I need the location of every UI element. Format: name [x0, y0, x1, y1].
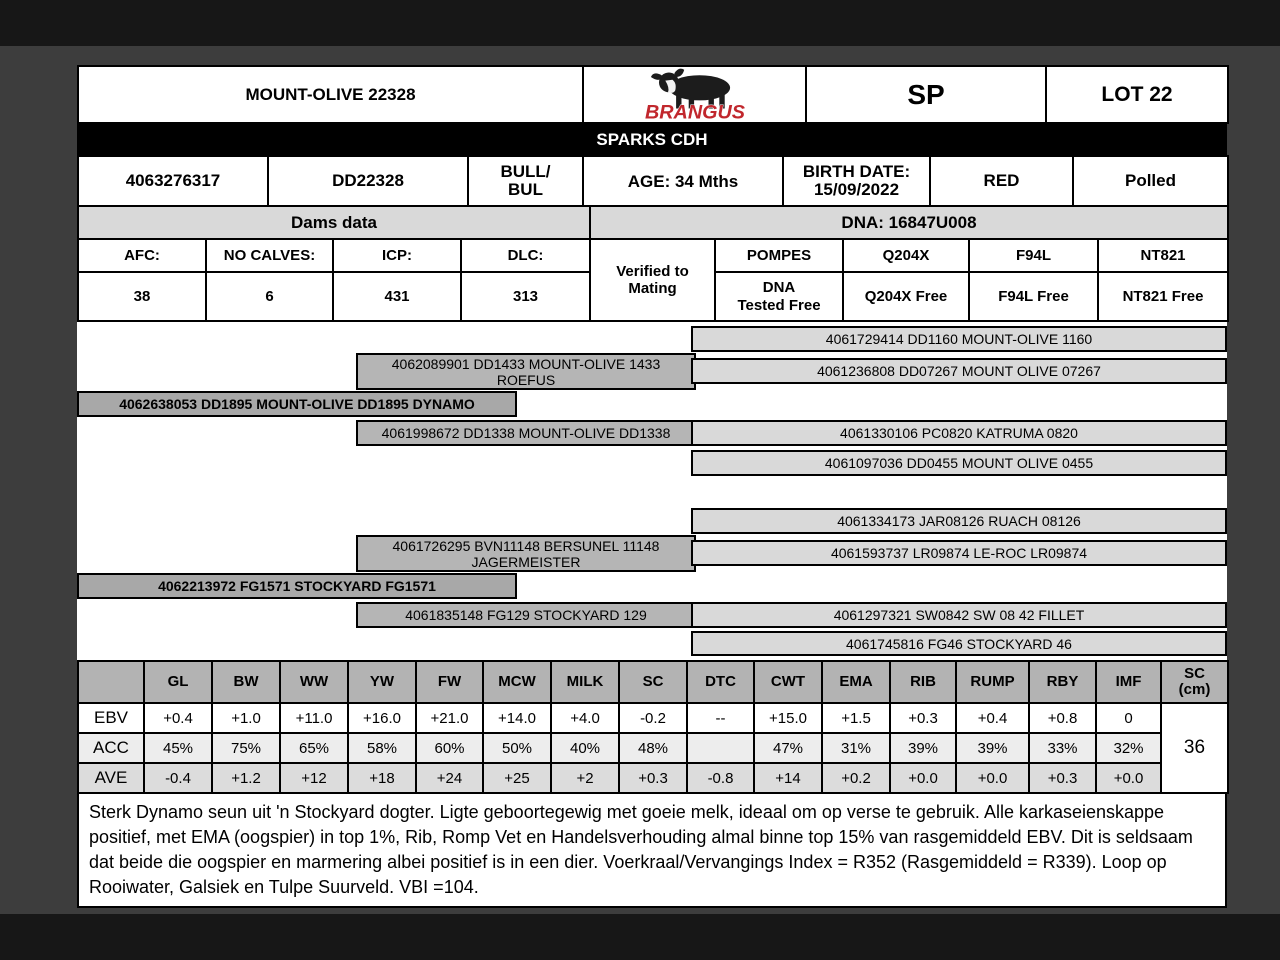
verified-to-mating-cell: Verified to Mating [590, 239, 715, 321]
animal-name-bar: SPARKS CDH [77, 122, 1227, 157]
ebv-cell: +0.4 [144, 703, 212, 733]
ave-row [78, 763, 1228, 793]
pedigree-dam-sire-sire-box: 4061334173 JAR08126 RUACH 08126 [691, 508, 1227, 534]
brangus-logo-text: BRANGUS [644, 100, 745, 122]
bull-logo-graphic [620, 68, 770, 122]
pedigree-dam-sire-dam-box: 4061593737 LR09874 LE-ROC LR09874 [691, 540, 1227, 566]
ebv-column-header: GL [144, 661, 212, 703]
acc-cell: 47% [754, 733, 822, 763]
q204x-header: Q204X [843, 239, 969, 272]
birth-date-value: 15/09/2022 [813, 180, 900, 199]
ave-cell: +18 [348, 763, 416, 793]
acc-cell: 39% [956, 733, 1029, 763]
ebv-cell: +1.5 [822, 703, 890, 733]
ebv-column-header: YW [348, 661, 416, 703]
ebv-column-header: WW [280, 661, 348, 703]
ebv-cell: +0.4 [956, 703, 1029, 733]
nt821-result: NT821 Free [1098, 272, 1228, 321]
pedigree-dam-dam-box: 4061835148 FG129 STOCKYARD 129 [356, 602, 696, 628]
sex-line-2: BUL [508, 180, 543, 199]
sex-cell [468, 156, 583, 206]
ebv-cell: +4.0 [551, 703, 619, 733]
ebv-column-header: EMA [822, 661, 890, 703]
ave-cell: +25 [483, 763, 551, 793]
ebv-column-header: DTC [687, 661, 754, 703]
afc-value: 38 [78, 272, 206, 321]
sc-cm-header-line-2: (cm) [1178, 681, 1211, 698]
ave-cell: +0.0 [956, 763, 1029, 793]
pedigree-dam-dam-sire-box: 4061297321 SW0842 SW 08 42 FILLET [691, 602, 1227, 628]
pompes-result [715, 272, 843, 321]
acc-cell: 60% [416, 733, 483, 763]
pedigree-sire-dam-box: 4061998672 DD1338 MOUNT-OLIVE DD1338 [356, 420, 696, 446]
ebv-cell: -- [687, 703, 754, 733]
ave-cell: -0.4 [144, 763, 212, 793]
ebv-column-header-sc-cm [1161, 661, 1228, 703]
acc-cell: 31% [822, 733, 890, 763]
sc-cm-header-line-1: SC [1184, 665, 1205, 682]
ebv-column-header: RBY [1029, 661, 1096, 703]
ebv-row-label: EBV [78, 703, 144, 733]
icp-label: ICP: [333, 239, 461, 272]
no-calves-label: NO CALVES: [206, 239, 333, 272]
ave-cell: +0.0 [890, 763, 956, 793]
registration-number: 4063276317 [78, 156, 268, 206]
q204x-result: Q204X Free [843, 272, 969, 321]
dna-header: DNA: 16847U008 [590, 206, 1228, 239]
ave-cell: +0.2 [822, 763, 890, 793]
ave-cell: +2 [551, 763, 619, 793]
ebv-row [78, 703, 1228, 733]
acc-cell: 32% [1096, 733, 1161, 763]
ebv-corner-cell [78, 661, 144, 703]
lot-number: LOT 22 [1046, 66, 1228, 123]
acc-cell: 33% [1029, 733, 1096, 763]
tattoo-number: DD22328 [268, 156, 468, 206]
animal-id-title: MOUNT-OLIVE 22328 [78, 66, 583, 123]
ave-cell: +0.0 [1096, 763, 1161, 793]
f94l-result: F94L Free [969, 272, 1098, 321]
ave-cell: +14 [754, 763, 822, 793]
pompes-result-line-1: DNA [762, 278, 796, 296]
ave-cell: +0.3 [1029, 763, 1096, 793]
ave-cell: +0.3 [619, 763, 687, 793]
age-cell: AGE: 34 Mths [583, 156, 783, 206]
pedigree-sire-sire-box: 4062089901 DD1433 MOUNT-OLIVE 1433 ROEFUS [356, 353, 696, 390]
pedigree-dam-sire-box: 4061726295 BVN11148 BERSUNEL 11148 JAGERMEISTER [356, 535, 696, 572]
ebv-cell: 0 [1096, 703, 1161, 733]
f94l-header: F94L [969, 239, 1098, 272]
ebv-column-header: CWT [754, 661, 822, 703]
acc-cell: 75% [212, 733, 280, 763]
ebv-cell: -0.2 [619, 703, 687, 733]
sale-catalog-card [77, 65, 1227, 908]
bottom-black-bar [0, 914, 1280, 960]
ebv-column-header: RUMP [956, 661, 1029, 703]
sex-line-1: BULL/ [500, 162, 551, 181]
ebv-cell: +15.0 [754, 703, 822, 733]
dlc-label: DLC: [461, 239, 590, 272]
ebv-table [77, 660, 1229, 794]
pompes-result-line-2: Tested Free [737, 296, 821, 314]
acc-cell: 40% [551, 733, 619, 763]
nt821-header: NT821 [1098, 239, 1228, 272]
section-header-row [77, 205, 1229, 240]
pedigree-sire-box: 4062638053 DD1895 MOUNT-OLIVE DD1895 DYNAMO [77, 391, 517, 417]
pedigree-sire-dam-dam-box: 4061097036 DD0455 MOUNT OLIVE 0455 [691, 450, 1227, 476]
acc-cell: 50% [483, 733, 551, 763]
dlc-value: 313 [461, 272, 590, 321]
pedigree-sire-sire-sire-box: 4061729414 DD1160 MOUNT-OLIVE 1160 [691, 326, 1227, 352]
ebv-column-header: MILK [551, 661, 619, 703]
acc-row-label: ACC [78, 733, 144, 763]
pompes-header: POMPES [715, 239, 843, 272]
acc-cell [687, 733, 754, 763]
brangus-logo [583, 66, 806, 123]
ebv-cell: +11.0 [280, 703, 348, 733]
acc-row [78, 733, 1228, 763]
header-table [77, 65, 1229, 124]
ebv-column-header: BW [212, 661, 280, 703]
sc-cm-value: 36 [1161, 703, 1228, 793]
pedigree-sire-dam-sire-box: 4061330106 PC0820 KATRUMA 0820 [691, 420, 1227, 446]
acc-cell: 65% [280, 733, 348, 763]
ebv-header-row [78, 661, 1228, 703]
ebv-cell: +14.0 [483, 703, 551, 733]
ebv-column-header: IMF [1096, 661, 1161, 703]
ave-cell: +1.2 [212, 763, 280, 793]
pedigree-sire-sire-dam-box: 4061236808 DD07267 MOUNT OLIVE 07267 [691, 358, 1227, 384]
poll-status-cell: Polled [1073, 156, 1228, 206]
birth-date-label: BIRTH DATE: [802, 162, 911, 181]
ebv-column-header: SC [619, 661, 687, 703]
top-black-bar [0, 0, 1280, 46]
ebv-cell: +1.0 [212, 703, 280, 733]
acc-cell: 39% [890, 733, 956, 763]
colour-cell: RED [930, 156, 1073, 206]
lot-description: Sterk Dynamo seun uit 'n Stockyard dogter. Ligte geboortegewig met goeie melk, ideaal om op verse te gebruik. Alle karkaseienskappe positief, met EMA (oogspier) in top 1%, Rib, Romp Vet en Handelsverhouding almal binne top 15% van rasgemiddeld EBV. Dit is seldsaam dat beide die oogspier en marmering albei positief is in een dier. Voerkraal/Vervangings Index = R352 (Rasgemiddeld = R339). Loop op Rooiwater, Galsiek en Tulpe Suurveld. VBI =104. [77, 792, 1227, 908]
dams-data-header: Dams data [78, 206, 590, 239]
stud-prefix: SP [806, 66, 1046, 123]
no-calves-value: 6 [206, 272, 333, 321]
ave-row-label: AVE [78, 763, 144, 793]
pedigree-dam-dam-dam-box: 4061745816 FG46 STOCKYARD 46 [691, 631, 1227, 656]
ave-cell: +12 [280, 763, 348, 793]
ebv-cell: +16.0 [348, 703, 416, 733]
ebv-column-header: MCW [483, 661, 551, 703]
dams-data-table [77, 238, 1229, 322]
acc-cell: 48% [619, 733, 687, 763]
pedigree-section [77, 322, 1227, 660]
afc-label: AFC: [78, 239, 206, 272]
ave-cell: +24 [416, 763, 483, 793]
ebv-cell: +0.3 [890, 703, 956, 733]
icp-value: 431 [333, 272, 461, 321]
acc-cell: 45% [144, 733, 212, 763]
identity-table [77, 155, 1229, 207]
ebv-cell: +0.8 [1029, 703, 1096, 733]
ave-cell: -0.8 [687, 763, 754, 793]
pedigree-dam-box: 4062213972 FG1571 STOCKYARD FG1571 [77, 573, 517, 599]
ebv-column-header: FW [416, 661, 483, 703]
birth-date-cell [783, 156, 930, 206]
ebv-column-header: RIB [890, 661, 956, 703]
acc-cell: 58% [348, 733, 416, 763]
ebv-cell: +21.0 [416, 703, 483, 733]
